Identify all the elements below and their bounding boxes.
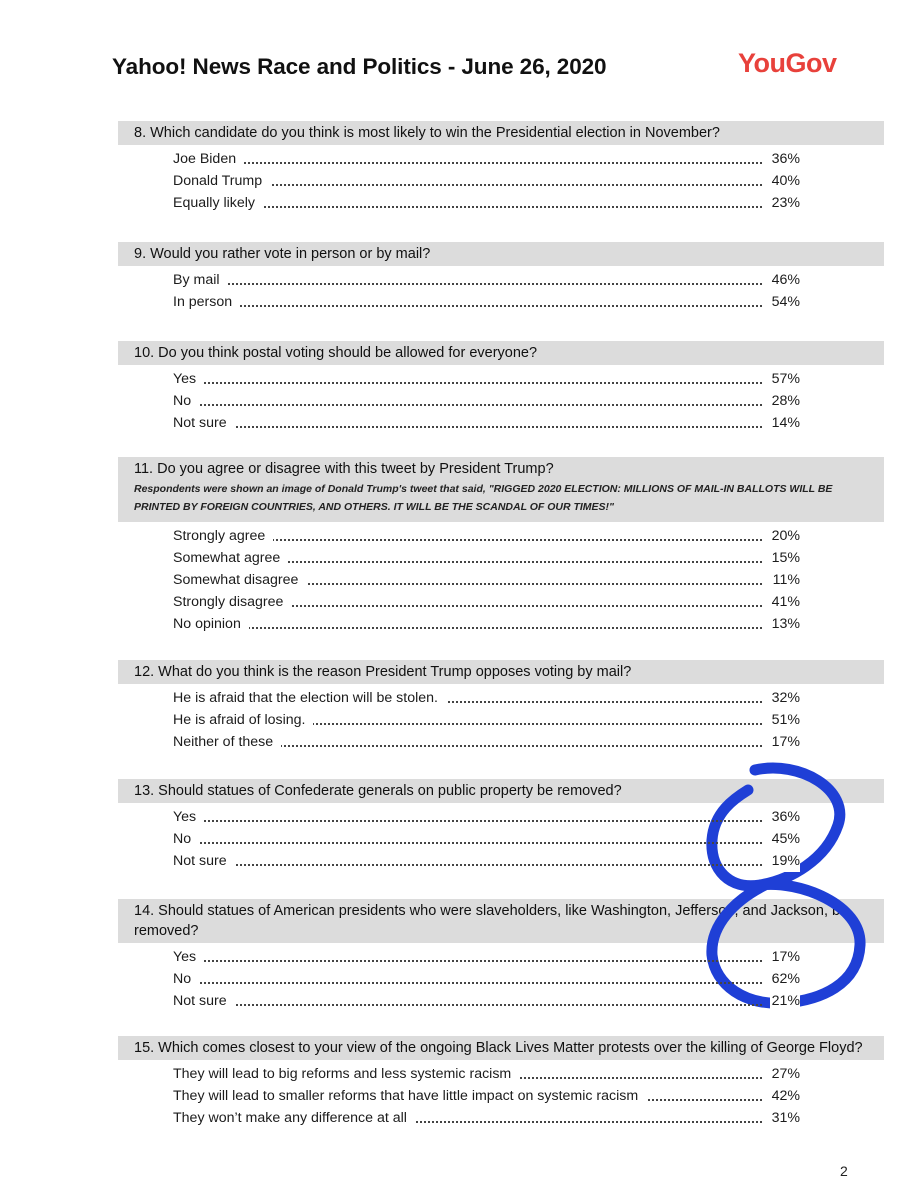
answer-row	[173, 806, 800, 828]
answer-row	[173, 569, 800, 591]
answer-percent: 28%	[770, 390, 800, 412]
answer-label: They will lead to smaller reforms that have little impact on systemic racism	[173, 1088, 646, 1104]
answer-percent: 62%	[770, 968, 800, 990]
answer-row	[173, 709, 800, 731]
page-number: 2	[840, 1163, 848, 1179]
answer-row	[173, 170, 800, 192]
question-text: 13. Should statues of Confederate generals on public property be removed?	[134, 783, 622, 799]
answer-row	[173, 368, 800, 390]
answer-percent: 27%	[770, 1063, 800, 1085]
dot-leader	[173, 305, 762, 307]
answer-label: He is afraid of losing.	[173, 712, 313, 728]
answer-row	[173, 828, 800, 850]
question-9	[118, 242, 884, 313]
question-heading	[118, 242, 884, 266]
question-heading	[118, 341, 884, 365]
answer-row	[173, 1107, 800, 1129]
answer-row	[173, 291, 800, 313]
answer-percent: 36%	[770, 806, 800, 828]
answer-percent: 45%	[770, 828, 800, 850]
answer-label: Not sure	[173, 993, 235, 1009]
answer-percent: 32%	[770, 687, 800, 709]
answer-row	[173, 547, 800, 569]
answer-label: In person	[173, 294, 240, 310]
dot-leader	[173, 820, 762, 822]
question-11	[118, 457, 884, 635]
question-note: Respondents were shown an image of Donald Trump's tweet that said, "RIGGED 2020 ELECTION: MILLIONS OF MAIL-IN BALLOTS WILL BE PRINTED BY FOREIGN COUNTRIES, AND OTHERS. IT WILL BE THE SCANDAL OF OUR TIMES!"	[134, 483, 833, 513]
question-15	[118, 1036, 884, 1129]
question-heading	[118, 899, 884, 943]
question-text: 12. What do you think is the reason President Trump opposes voting by mail?	[134, 664, 632, 680]
dot-leader	[173, 162, 762, 164]
question-heading	[118, 1036, 884, 1060]
dot-leader	[173, 283, 762, 285]
answer-label: No	[173, 831, 199, 847]
answer-percent: 23%	[770, 192, 800, 214]
answer-percent: 54%	[770, 291, 800, 313]
question-text: 15. Which comes closest to your view of the ongoing Black Lives Matter protests over the killing of George Floyd?	[134, 1040, 863, 1056]
answer-percent: 19%	[770, 850, 800, 872]
question-text: 10. Do you think postal voting should be allowed for everyone?	[134, 345, 538, 361]
answer-row	[173, 731, 800, 753]
answer-label: By mail	[173, 272, 228, 288]
answer-label: Not sure	[173, 853, 235, 869]
dot-leader	[173, 842, 762, 844]
answer-label: Neither of these	[173, 734, 281, 750]
answer-row	[173, 591, 800, 613]
question-10	[118, 341, 884, 434]
answer-row	[173, 990, 800, 1012]
answer-label: Strongly agree	[173, 528, 273, 544]
answer-label: Somewhat agree	[173, 550, 288, 566]
yougov-logo: YouGov	[738, 48, 837, 78]
answer-label: Joe Biden	[173, 151, 244, 167]
question-heading	[118, 779, 884, 803]
answer-percent: 31%	[770, 1107, 800, 1129]
dot-leader	[173, 382, 762, 384]
answer-label: Yes	[173, 949, 204, 965]
answer-row	[173, 946, 800, 968]
question-heading	[118, 457, 884, 522]
page-title: Yahoo! News Race and Politics - June 26, 2020	[112, 54, 607, 79]
answer-row	[173, 1085, 800, 1107]
answer-row	[173, 850, 800, 872]
answer-percent: 46%	[770, 269, 800, 291]
dot-leader	[173, 426, 762, 428]
answer-row	[173, 687, 800, 709]
answer-label: Donald Trump	[173, 173, 270, 189]
dot-leader	[173, 627, 762, 629]
answer-percent: 51%	[770, 709, 800, 731]
dot-leader	[173, 404, 762, 406]
answer-row	[173, 148, 800, 170]
answer-percent: 13%	[770, 613, 800, 635]
answer-row	[173, 1063, 800, 1085]
answer-label: Yes	[173, 809, 204, 825]
answer-label: He is afraid that the election will be stolen.	[173, 690, 446, 706]
answer-label: Strongly disagree	[173, 594, 291, 610]
question-text: 8. Which candidate do you think is most likely to win the Presidential election in November?	[134, 125, 720, 141]
dot-leader	[173, 1004, 762, 1006]
answer-percent: 20%	[770, 525, 800, 547]
answer-label: No	[173, 971, 199, 987]
answer-row	[173, 412, 800, 434]
question-heading	[118, 660, 884, 684]
answer-label: Not sure	[173, 415, 235, 431]
answer-percent: 21%	[770, 990, 800, 1012]
question-heading	[118, 121, 884, 145]
answer-label: They will lead to big reforms and less systemic racism	[173, 1066, 519, 1082]
question-text: 14. Should statues of American presidents who were slaveholders, like Washington, Jefferson, and Jackson, be removed?	[134, 903, 849, 939]
answer-row	[173, 613, 800, 635]
answer-row	[173, 968, 800, 990]
question-12	[118, 660, 884, 753]
answer-label: No opinion	[173, 616, 249, 632]
answer-percent: 57%	[770, 368, 800, 390]
answer-percent: 36%	[770, 148, 800, 170]
question-text: 9. Would you rather vote in person or by mail?	[134, 246, 431, 262]
answer-label: They won’t make any difference at all	[173, 1110, 415, 1126]
answer-row	[173, 192, 800, 214]
answer-percent: 17%	[770, 731, 800, 753]
question-8	[118, 121, 884, 214]
question-text: 11. Do you agree or disagree with this tweet by President Trump?	[134, 461, 554, 477]
dot-leader	[173, 864, 762, 866]
answer-row	[173, 525, 800, 547]
dot-leader	[173, 960, 762, 962]
answer-label: Somewhat disagree	[173, 572, 306, 588]
answer-percent: 40%	[770, 170, 800, 192]
answer-row	[173, 390, 800, 412]
answer-row	[173, 269, 800, 291]
answer-percent: 11%	[771, 569, 800, 591]
answer-percent: 42%	[770, 1085, 800, 1107]
answer-percent: 14%	[770, 412, 800, 434]
answer-percent: 15%	[770, 547, 800, 569]
question-13	[118, 779, 884, 872]
dot-leader	[173, 982, 762, 984]
answer-label: No	[173, 393, 199, 409]
question-14	[118, 899, 884, 1012]
answer-percent: 17%	[770, 946, 800, 968]
answer-percent: 41%	[770, 591, 800, 613]
answer-label: Yes	[173, 371, 204, 387]
answer-label: Equally likely	[173, 195, 263, 211]
